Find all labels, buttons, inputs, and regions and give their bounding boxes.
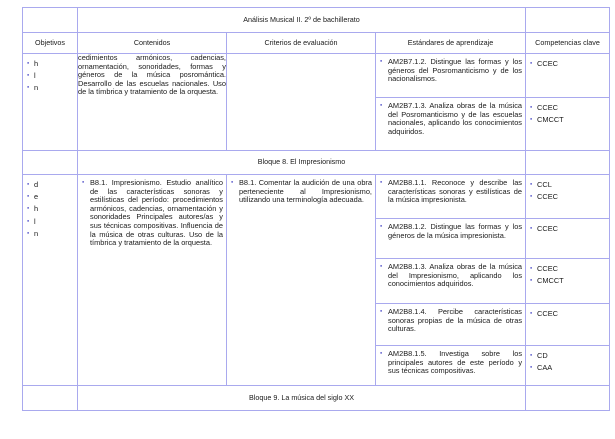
objetivos-list-b7 (23, 54, 77, 92)
competencia-item: ▪ CD (530, 351, 609, 360)
objetivo-item: ▪ d (27, 180, 77, 189)
competencia-item: ▪ CCEC (530, 309, 609, 318)
competencia-item: ▪ CCL (530, 180, 609, 189)
table-title: Análisis Musical II. 2º de bachillerato (78, 8, 526, 33)
block8-blank-cell (23, 151, 78, 175)
estandar-text: AM2B7.1.2. Distingue las formas y los géneros del Posromanticismo y de los nacionalismos. (388, 57, 523, 84)
competencias-cell (526, 346, 610, 386)
title-right-cell (526, 8, 610, 33)
objetivo-item: ▪ n (27, 229, 77, 238)
estandar-text: AM2B8.1.2. Distingue las formas y los géneros de la música impresionista. (388, 222, 523, 240)
competencias-cell (526, 304, 610, 346)
estandar-cell (376, 259, 526, 304)
bullet-icon: ▪ (380, 58, 383, 65)
estandar-cell (376, 54, 526, 98)
objetivo-item: ▪ h (27, 59, 77, 68)
block9-right-cell (526, 386, 610, 411)
estandar-text: AM2B8.1.4. Percibe características sonoras propias de la música de otras culturas. (388, 307, 523, 334)
objetivo-item: ▪ n (27, 83, 77, 92)
estandar-cell (376, 304, 526, 346)
competencia-item: ▪ CCEC (530, 103, 609, 112)
header-estandares: Estándares de aprendizaje (376, 33, 526, 54)
estandar-text: AM2B8.1.3. Analiza obras de la música del Impresionismo, aplicando los conocimientos adquiridos. (388, 262, 523, 289)
estandar-text: AM2B8.1.5. Investiga sobre los principales autores de este período y sus técnicas compositivas. (388, 349, 523, 376)
objetivo-item: ▪ l (27, 71, 77, 80)
objetivos-cell-b7 (23, 54, 78, 151)
objetivo-item: ▪ l (27, 217, 77, 226)
bullet-icon: ▪ (380, 263, 383, 270)
criterios-cell-b7 (227, 54, 376, 151)
competencias-cell (526, 54, 610, 98)
bullet-icon: ▪ (82, 179, 85, 186)
competencia-item: ▪ CAA (530, 363, 609, 372)
competencias-cell (526, 175, 610, 219)
bullet-icon: ▪ (380, 102, 383, 109)
criterio-text: B8.1. Comentar la audición de una obra perteneciente al Impresionismo, utilizando una terminología adecuada. (239, 178, 372, 205)
estandar-text: AM2B7.1.3. Analiza obras de la música del Posromanticismo y de las escuelas nacionales, aplicando los conocimientos adquiridos. (388, 101, 523, 136)
bullet-icon: ▪ (380, 308, 383, 315)
competencia-item: ▪ CCEC (530, 224, 609, 233)
block8-right-cell (526, 151, 610, 175)
objetivo-item: ▪ h (27, 204, 77, 213)
estandar-cell (376, 346, 526, 386)
header-objetivos: Objetivos (23, 33, 78, 54)
estandar-text: AM2B8.1.1. Reconoce y describe las características sonoras y estilísticas de la música impresionista. (388, 178, 523, 205)
header-criterios: Criterios de evaluación (227, 33, 376, 54)
competencia-item: ▪ CCEC (530, 264, 609, 273)
header-competencias: Competencias clave (526, 33, 610, 54)
estandar-cell (376, 98, 526, 151)
competencia-item: ▪ CCEC (530, 192, 609, 201)
competencias-cell (526, 259, 610, 304)
estandar-cell (376, 175, 526, 219)
competencias-cell (526, 219, 610, 259)
contenidos-text: B8.1. Impresionismo. Estudio analítico de las características sonoras y estilísticas del período: procedimientos armónicos, cadencias, ornamentación y sonoridades Principales autores/as y sus técnicas compositivas. Influencia de la música de otras culturas. Uso de la tímbrica y tratamiento de la orquesta. (90, 178, 223, 248)
competencia-item: ▪ CMCCT (530, 276, 609, 285)
competencias-cell (526, 98, 610, 151)
contenidos-cell-b7: cedimientos armónicos, cadencias, ornamentación, sonoridades, formas y géneros de la música posromántica. Desarrollo de las escuelas nacionales. Uso de la tímbrica y tratamiento de la orquesta. (78, 54, 227, 151)
bullet-icon: ▪ (231, 179, 234, 186)
title-blank-cell (23, 8, 78, 33)
objetivos-cell-b8 (23, 175, 78, 386)
bullet-icon: ▪ (380, 223, 383, 230)
competencia-item: ▪ CCEC (530, 59, 609, 68)
block9-title: Bloque 9. La música del siglo XX (78, 386, 526, 411)
bullet-icon: ▪ (380, 350, 383, 357)
curriculum-table (22, 7, 610, 411)
block8-title: Bloque 8. El Impresionismo (78, 151, 526, 175)
criterios-cell-b8 (227, 175, 376, 386)
header-contenidos: Contenidos (78, 33, 227, 54)
competencia-item: ▪ CMCCT (530, 115, 609, 124)
estandar-cell (376, 219, 526, 259)
block9-blank-cell (23, 386, 78, 411)
contenidos-cell-b8 (78, 175, 227, 386)
objetivos-list-b8 (23, 175, 77, 238)
bullet-icon: ▪ (380, 179, 383, 186)
objetivo-item: ▪ e (27, 192, 77, 201)
